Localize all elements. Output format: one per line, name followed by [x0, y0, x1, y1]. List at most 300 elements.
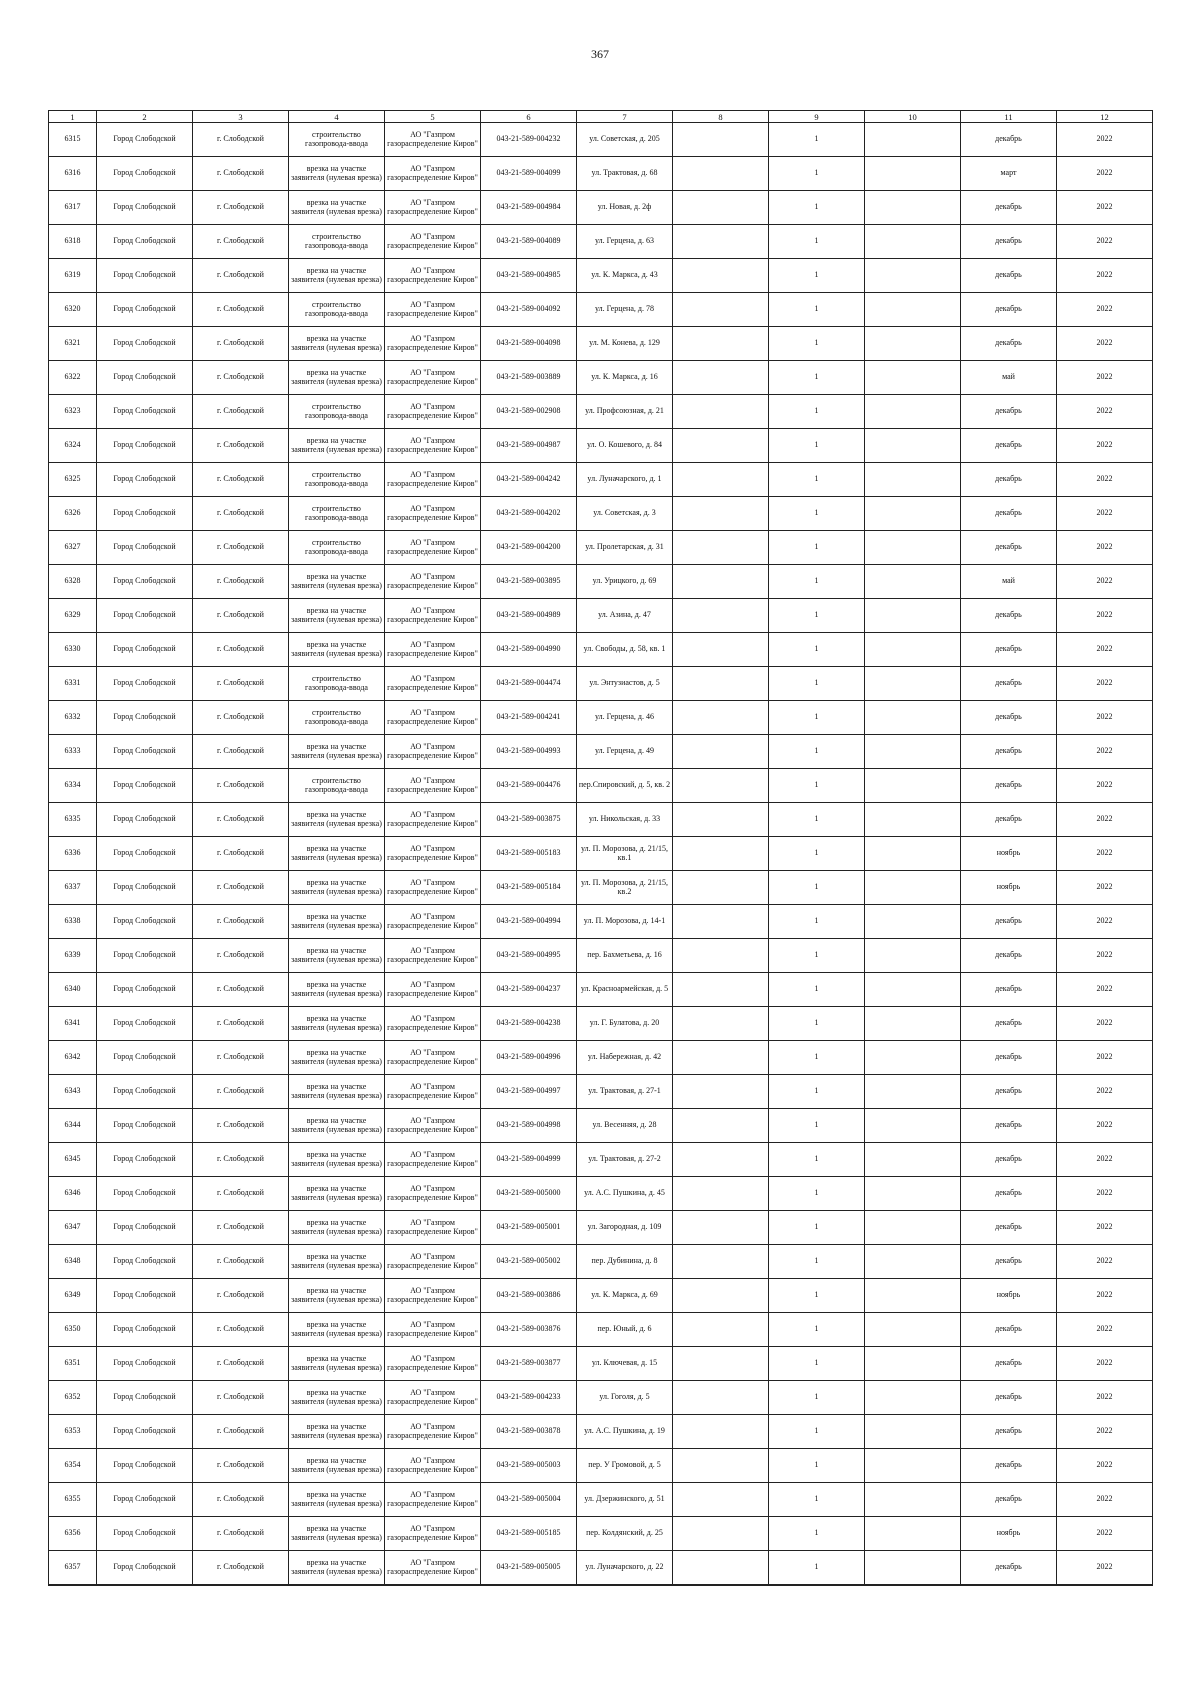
quantity-cell: 1	[769, 531, 865, 565]
column-header: 3	[193, 111, 289, 123]
year-cell: 2022	[1057, 429, 1153, 463]
column-header: 7	[577, 111, 673, 123]
locality-cell: г. Слободской	[193, 1279, 289, 1313]
work-type-cell: врезка на участке заявителя (нулевая врезка)	[289, 1415, 385, 1449]
organization-cell: АО "Газпром газораспределение Киров"	[385, 123, 481, 157]
table-row	[49, 1279, 1153, 1313]
address-cell: ул. Новая, д. 2ф	[577, 191, 673, 225]
work-type-cell: строительство газопровода-ввода	[289, 463, 385, 497]
work-type-cell: врезка на участке заявителя (нулевая врезка)	[289, 565, 385, 599]
year-cell: 2022	[1057, 395, 1153, 429]
work-type-cell: строительство газопровода-ввода	[289, 225, 385, 259]
column-10-cell	[865, 157, 961, 191]
locality-cell: г. Слободской	[193, 803, 289, 837]
column-8-cell	[673, 123, 769, 157]
address-cell: ул. Загородная, д. 109	[577, 1211, 673, 1245]
year-cell: 2022	[1057, 191, 1153, 225]
table-row	[49, 1109, 1153, 1143]
quantity-cell: 1	[769, 1177, 865, 1211]
month-cell: декабрь	[961, 1347, 1057, 1381]
locality-cell: г. Слободской	[193, 565, 289, 599]
quantity-cell: 1	[769, 123, 865, 157]
column-10-cell	[865, 293, 961, 327]
address-cell: пер.Спировский, д. 5, кв. 2	[577, 769, 673, 803]
column-10-cell	[865, 769, 961, 803]
month-cell: декабрь	[961, 191, 1057, 225]
column-8-cell	[673, 293, 769, 327]
column-10-cell	[865, 973, 961, 1007]
organization-cell: АО "Газпром газораспределение Киров"	[385, 1245, 481, 1279]
work-type-cell: врезка на участке заявителя (нулевая врезка)	[289, 973, 385, 1007]
quantity-cell: 1	[769, 191, 865, 225]
address-cell: пер. Юный, д. 6	[577, 1313, 673, 1347]
object-code-cell: 043-21-589-005001	[481, 1211, 577, 1245]
table-row	[49, 327, 1153, 361]
object-code-cell: 043-21-589-004202	[481, 497, 577, 531]
address-cell: ул. Герцена, д. 78	[577, 293, 673, 327]
row-number-cell: 6329	[49, 599, 97, 633]
address-cell: ул. М. Конева, д. 129	[577, 327, 673, 361]
row-number-cell: 6351	[49, 1347, 97, 1381]
table-body	[49, 123, 1153, 1586]
year-cell: 2022	[1057, 157, 1153, 191]
work-type-cell: врезка на участке заявителя (нулевая врезка)	[289, 1449, 385, 1483]
column-header: 6	[481, 111, 577, 123]
object-code-cell: 043-21-589-005000	[481, 1177, 577, 1211]
object-code-cell: 043-21-589-004200	[481, 531, 577, 565]
column-8-cell	[673, 395, 769, 429]
column-8-cell	[673, 1415, 769, 1449]
locality-cell: г. Слободской	[193, 1347, 289, 1381]
row-number-cell: 6340	[49, 973, 97, 1007]
month-cell: май	[961, 565, 1057, 599]
municipality-cell: Город Слободской	[97, 939, 193, 973]
quantity-cell: 1	[769, 633, 865, 667]
column-10-cell	[865, 1517, 961, 1551]
municipality-cell: Город Слободской	[97, 259, 193, 293]
work-type-cell: врезка на участке заявителя (нулевая врезка)	[289, 871, 385, 905]
row-number-cell: 6347	[49, 1211, 97, 1245]
quantity-cell: 1	[769, 1245, 865, 1279]
year-cell: 2022	[1057, 225, 1153, 259]
organization-cell: АО "Газпром газораспределение Киров"	[385, 1517, 481, 1551]
object-code-cell: 043-21-589-004995	[481, 939, 577, 973]
year-cell: 2022	[1057, 1177, 1153, 1211]
locality-cell: г. Слободской	[193, 1381, 289, 1415]
column-8-cell	[673, 1551, 769, 1586]
row-number-cell: 6344	[49, 1109, 97, 1143]
quantity-cell: 1	[769, 1517, 865, 1551]
table-row	[49, 1517, 1153, 1551]
address-cell: пер. У Громовой, д. 5	[577, 1449, 673, 1483]
column-header: 10	[865, 111, 961, 123]
locality-cell: г. Слободской	[193, 837, 289, 871]
month-cell: декабрь	[961, 1177, 1057, 1211]
quantity-cell: 1	[769, 1279, 865, 1313]
municipality-cell: Город Слободской	[97, 293, 193, 327]
year-cell: 2022	[1057, 123, 1153, 157]
month-cell: декабрь	[961, 599, 1057, 633]
column-10-cell	[865, 1347, 961, 1381]
column-10-cell	[865, 497, 961, 531]
address-cell: ул. К. Маркса, д. 16	[577, 361, 673, 395]
month-cell: декабрь	[961, 429, 1057, 463]
row-number-cell: 6345	[49, 1143, 97, 1177]
municipality-cell: Город Слободской	[97, 1279, 193, 1313]
address-cell: ул. Свободы, д. 58, кв. 1	[577, 633, 673, 667]
quantity-cell: 1	[769, 497, 865, 531]
column-8-cell	[673, 1041, 769, 1075]
organization-cell: АО "Газпром газораспределение Киров"	[385, 599, 481, 633]
quantity-cell: 1	[769, 1109, 865, 1143]
year-cell: 2022	[1057, 497, 1153, 531]
column-10-cell	[865, 259, 961, 293]
column-8-cell	[673, 905, 769, 939]
organization-cell: АО "Газпром газораспределение Киров"	[385, 1279, 481, 1313]
address-cell: пер. Колдянский, д. 25	[577, 1517, 673, 1551]
quantity-cell: 1	[769, 973, 865, 1007]
organization-cell: АО "Газпром газораспределение Киров"	[385, 259, 481, 293]
year-cell: 2022	[1057, 259, 1153, 293]
column-10-cell	[865, 1177, 961, 1211]
work-type-cell: врезка на участке заявителя (нулевая врезка)	[289, 1143, 385, 1177]
locality-cell: г. Слободской	[193, 293, 289, 327]
month-cell: декабрь	[961, 905, 1057, 939]
column-10-cell	[865, 939, 961, 973]
address-cell: ул. Профсоюзная, д. 21	[577, 395, 673, 429]
address-cell: ул. Герцена, д. 63	[577, 225, 673, 259]
organization-cell: АО "Газпром газораспределение Киров"	[385, 769, 481, 803]
column-8-cell	[673, 1483, 769, 1517]
row-number-cell: 6338	[49, 905, 97, 939]
row-number-cell: 6355	[49, 1483, 97, 1517]
municipality-cell: Город Слободской	[97, 701, 193, 735]
organization-cell: АО "Газпром газораспределение Киров"	[385, 1075, 481, 1109]
month-cell: декабрь	[961, 973, 1057, 1007]
month-cell: декабрь	[961, 1245, 1057, 1279]
table-row	[49, 225, 1153, 259]
column-8-cell	[673, 1177, 769, 1211]
organization-cell: АО "Газпром газораспределение Киров"	[385, 1347, 481, 1381]
year-cell: 2022	[1057, 667, 1153, 701]
table-row	[49, 429, 1153, 463]
column-10-cell	[865, 803, 961, 837]
municipality-cell: Город Слободской	[97, 667, 193, 701]
column-10-cell	[865, 361, 961, 395]
locality-cell: г. Слободской	[193, 1551, 289, 1586]
year-cell: 2022	[1057, 769, 1153, 803]
work-type-cell: врезка на участке заявителя (нулевая врезка)	[289, 191, 385, 225]
column-10-cell	[865, 735, 961, 769]
register-table	[48, 110, 1153, 1586]
quantity-cell: 1	[769, 1347, 865, 1381]
organization-cell: АО "Газпром газораспределение Киров"	[385, 1381, 481, 1415]
municipality-cell: Город Слободской	[97, 633, 193, 667]
object-code-cell: 043-21-589-004089	[481, 225, 577, 259]
row-number-cell: 6339	[49, 939, 97, 973]
address-cell: ул. Герцена, д. 49	[577, 735, 673, 769]
locality-cell: г. Слободской	[193, 871, 289, 905]
organization-cell: АО "Газпром газораспределение Киров"	[385, 225, 481, 259]
month-cell: май	[961, 361, 1057, 395]
address-cell: ул. Ключевая, д. 15	[577, 1347, 673, 1381]
organization-cell: АО "Газпром газораспределение Киров"	[385, 973, 481, 1007]
object-code-cell: 043-21-589-004989	[481, 599, 577, 633]
year-cell: 2022	[1057, 1381, 1153, 1415]
quantity-cell: 1	[769, 837, 865, 871]
municipality-cell: Город Слободской	[97, 973, 193, 1007]
object-code-cell: 043-21-589-003877	[481, 1347, 577, 1381]
object-code-cell: 043-21-589-004993	[481, 735, 577, 769]
month-cell: декабрь	[961, 123, 1057, 157]
address-cell: ул. А.С. Пушкина, д. 19	[577, 1415, 673, 1449]
month-cell: ноябрь	[961, 837, 1057, 871]
object-code-cell: 043-21-589-005183	[481, 837, 577, 871]
address-cell: пер. Бахметьева, д. 16	[577, 939, 673, 973]
column-header: 5	[385, 111, 481, 123]
organization-cell: АО "Газпром газораспределение Киров"	[385, 701, 481, 735]
organization-cell: АО "Газпром газораспределение Киров"	[385, 565, 481, 599]
work-type-cell: врезка на участке заявителя (нулевая врезка)	[289, 1313, 385, 1347]
municipality-cell: Город Слободской	[97, 871, 193, 905]
organization-cell: АО "Газпром газораспределение Киров"	[385, 1041, 481, 1075]
address-cell: ул. Луначарского, д. 22	[577, 1551, 673, 1586]
work-type-cell: строительство газопровода-ввода	[289, 769, 385, 803]
work-type-cell: строительство газопровода-ввода	[289, 395, 385, 429]
object-code-cell: 043-21-589-004996	[481, 1041, 577, 1075]
year-cell: 2022	[1057, 1347, 1153, 1381]
month-cell: декабрь	[961, 497, 1057, 531]
column-10-cell	[865, 191, 961, 225]
year-cell: 2022	[1057, 1313, 1153, 1347]
column-10-cell	[865, 633, 961, 667]
work-type-cell: врезка на участке заявителя (нулевая врезка)	[289, 939, 385, 973]
table-row	[49, 633, 1153, 667]
object-code-cell: 043-21-589-004092	[481, 293, 577, 327]
address-cell: ул. Набережная, д. 42	[577, 1041, 673, 1075]
table-row	[49, 1313, 1153, 1347]
object-code-cell: 043-21-589-005002	[481, 1245, 577, 1279]
quantity-cell: 1	[769, 395, 865, 429]
column-10-cell	[865, 599, 961, 633]
column-10-cell	[865, 565, 961, 599]
column-8-cell	[673, 973, 769, 1007]
column-header: 9	[769, 111, 865, 123]
quantity-cell: 1	[769, 259, 865, 293]
column-10-cell	[865, 837, 961, 871]
organization-cell: АО "Газпром газораспределение Киров"	[385, 1551, 481, 1586]
quantity-cell: 1	[769, 667, 865, 701]
quantity-cell: 1	[769, 735, 865, 769]
municipality-cell: Город Слободской	[97, 327, 193, 361]
address-cell: ул. Весенняя, д. 28	[577, 1109, 673, 1143]
quantity-cell: 1	[769, 1211, 865, 1245]
quantity-cell: 1	[769, 1313, 865, 1347]
table-row	[49, 157, 1153, 191]
organization-cell: АО "Газпром газораспределение Киров"	[385, 1211, 481, 1245]
locality-cell: г. Слободской	[193, 769, 289, 803]
quantity-cell: 1	[769, 361, 865, 395]
work-type-cell: врезка на участке заявителя (нулевая врезка)	[289, 837, 385, 871]
object-code-cell: 043-21-589-004984	[481, 191, 577, 225]
object-code-cell: 043-21-589-003875	[481, 803, 577, 837]
table-row	[49, 803, 1153, 837]
column-10-cell	[865, 1313, 961, 1347]
row-number-cell: 6348	[49, 1245, 97, 1279]
address-cell: ул. Советская, д. 3	[577, 497, 673, 531]
table-row	[49, 1381, 1153, 1415]
row-number-cell: 6332	[49, 701, 97, 735]
work-type-cell: врезка на участке заявителя (нулевая врезка)	[289, 1075, 385, 1109]
locality-cell: г. Слободской	[193, 429, 289, 463]
row-number-cell: 6343	[49, 1075, 97, 1109]
year-cell: 2022	[1057, 905, 1153, 939]
column-10-cell	[865, 701, 961, 735]
object-code-cell: 043-21-589-004099	[481, 157, 577, 191]
table-row	[49, 293, 1153, 327]
object-code-cell: 043-21-589-004997	[481, 1075, 577, 1109]
column-8-cell	[673, 1313, 769, 1347]
row-number-cell: 6356	[49, 1517, 97, 1551]
column-8-cell	[673, 1109, 769, 1143]
organization-cell: АО "Газпром газораспределение Киров"	[385, 1483, 481, 1517]
month-cell: декабрь	[961, 327, 1057, 361]
quantity-cell: 1	[769, 463, 865, 497]
row-number-cell: 6315	[49, 123, 97, 157]
month-cell: декабрь	[961, 667, 1057, 701]
locality-cell: г. Слободской	[193, 497, 289, 531]
organization-cell: АО "Газпром газораспределение Киров"	[385, 497, 481, 531]
row-number-cell: 6318	[49, 225, 97, 259]
column-8-cell	[673, 429, 769, 463]
municipality-cell: Город Слободской	[97, 1551, 193, 1586]
column-8-cell	[673, 1245, 769, 1279]
quantity-cell: 1	[769, 565, 865, 599]
quantity-cell: 1	[769, 871, 865, 905]
table-row	[49, 1007, 1153, 1041]
quantity-cell: 1	[769, 1041, 865, 1075]
column-10-cell	[865, 871, 961, 905]
organization-cell: АО "Газпром газораспределение Киров"	[385, 939, 481, 973]
organization-cell: АО "Газпром газораспределение Киров"	[385, 633, 481, 667]
table-header	[49, 111, 1153, 123]
object-code-cell: 043-21-589-002908	[481, 395, 577, 429]
column-10-cell	[865, 1143, 961, 1177]
row-number-cell: 6337	[49, 871, 97, 905]
table-row	[49, 1551, 1153, 1586]
address-cell: ул. П. Морозова, д. 14-1	[577, 905, 673, 939]
quantity-cell: 1	[769, 1075, 865, 1109]
object-code-cell: 043-21-589-004998	[481, 1109, 577, 1143]
year-cell: 2022	[1057, 1143, 1153, 1177]
object-code-cell: 043-21-589-005185	[481, 1517, 577, 1551]
municipality-cell: Город Слободской	[97, 735, 193, 769]
month-cell: декабрь	[961, 1211, 1057, 1245]
month-cell: декабрь	[961, 633, 1057, 667]
address-cell: ул. Дзержинского, д. 51	[577, 1483, 673, 1517]
month-cell: декабрь	[961, 1007, 1057, 1041]
quantity-cell: 1	[769, 225, 865, 259]
table-row	[49, 1449, 1153, 1483]
table-row	[49, 123, 1153, 157]
column-10-cell	[865, 1551, 961, 1586]
quantity-cell: 1	[769, 1143, 865, 1177]
quantity-cell: 1	[769, 803, 865, 837]
column-10-cell	[865, 123, 961, 157]
locality-cell: г. Слободской	[193, 1143, 289, 1177]
column-10-cell	[865, 327, 961, 361]
work-type-cell: строительство газопровода-ввода	[289, 701, 385, 735]
month-cell: декабрь	[961, 293, 1057, 327]
column-10-cell	[865, 905, 961, 939]
municipality-cell: Город Слободской	[97, 905, 193, 939]
month-cell: декабрь	[961, 1551, 1057, 1586]
quantity-cell: 1	[769, 1551, 865, 1586]
locality-cell: г. Слободской	[193, 1177, 289, 1211]
year-cell: 2022	[1057, 327, 1153, 361]
municipality-cell: Город Слободской	[97, 1143, 193, 1177]
object-code-cell: 043-21-589-004994	[481, 905, 577, 939]
object-code-cell: 043-21-589-004238	[481, 1007, 577, 1041]
column-8-cell	[673, 1517, 769, 1551]
month-cell: декабрь	[961, 939, 1057, 973]
address-cell: пер. Дубинина, д. 8	[577, 1245, 673, 1279]
work-type-cell: врезка на участке заявителя (нулевая врезка)	[289, 1007, 385, 1041]
work-type-cell: строительство газопровода-ввода	[289, 531, 385, 565]
work-type-cell: врезка на участке заявителя (нулевая врезка)	[289, 1347, 385, 1381]
column-8-cell	[673, 1279, 769, 1313]
column-8-cell	[673, 157, 769, 191]
municipality-cell: Город Слободской	[97, 837, 193, 871]
column-10-cell	[865, 1449, 961, 1483]
month-cell: декабрь	[961, 1415, 1057, 1449]
year-cell: 2022	[1057, 973, 1153, 1007]
object-code-cell: 043-21-589-004990	[481, 633, 577, 667]
column-10-cell	[865, 1075, 961, 1109]
organization-cell: АО "Газпром газораспределение Киров"	[385, 361, 481, 395]
column-10-cell	[865, 1041, 961, 1075]
work-type-cell: врезка на участке заявителя (нулевая врезка)	[289, 1245, 385, 1279]
year-cell: 2022	[1057, 1211, 1153, 1245]
organization-cell: АО "Газпром газораспределение Киров"	[385, 531, 481, 565]
column-header: 11	[961, 111, 1057, 123]
organization-cell: АО "Газпром газораспределение Киров"	[385, 1313, 481, 1347]
column-8-cell	[673, 497, 769, 531]
year-cell: 2022	[1057, 463, 1153, 497]
column-10-cell	[865, 1109, 961, 1143]
address-cell: ул. Энтузиастов, д. 5	[577, 667, 673, 701]
column-header: 2	[97, 111, 193, 123]
column-8-cell	[673, 871, 769, 905]
month-cell: декабрь	[961, 531, 1057, 565]
column-10-cell	[865, 225, 961, 259]
table-row	[49, 837, 1153, 871]
table-row	[49, 191, 1153, 225]
locality-cell: г. Слободской	[193, 1041, 289, 1075]
table-row	[49, 1245, 1153, 1279]
row-number-cell: 6323	[49, 395, 97, 429]
table-row	[49, 1177, 1153, 1211]
address-cell: ул. Пролетарская, д. 31	[577, 531, 673, 565]
column-10-cell	[865, 1483, 961, 1517]
year-cell: 2022	[1057, 599, 1153, 633]
table-row	[49, 497, 1153, 531]
municipality-cell: Город Слободской	[97, 1109, 193, 1143]
locality-cell: г. Слободской	[193, 225, 289, 259]
month-cell: декабрь	[961, 1143, 1057, 1177]
locality-cell: г. Слободской	[193, 1211, 289, 1245]
table-row	[49, 939, 1153, 973]
